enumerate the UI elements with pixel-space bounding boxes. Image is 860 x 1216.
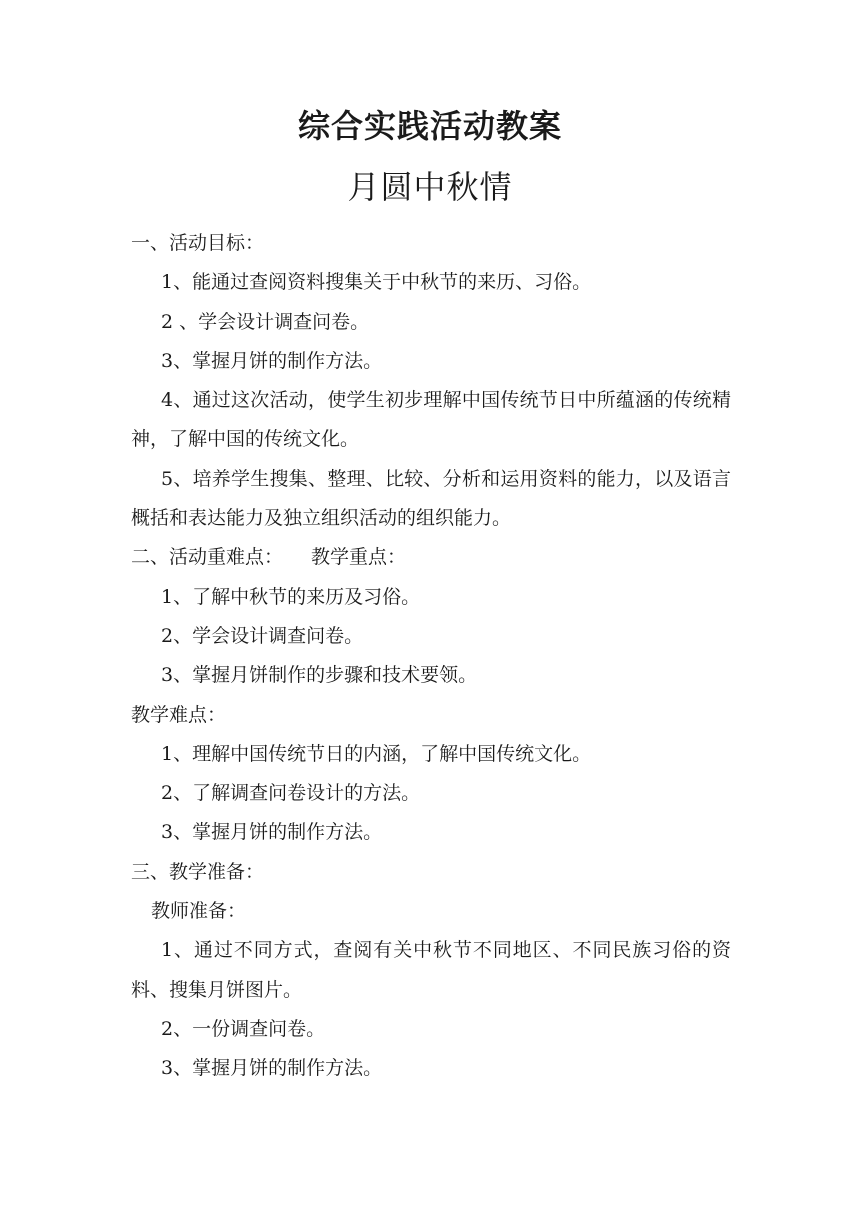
subsection-label: 教学难点： bbox=[131, 703, 227, 726]
list-item: 3、掌握月饼的制作方法。 bbox=[161, 821, 383, 844]
list-item: 2 、学会设计调查问卷。 bbox=[161, 310, 370, 333]
list-item: 3、掌握月饼制作的步骤和技术要领。 bbox=[161, 664, 478, 687]
list-item: 5、培养学生搜集、整理、比较、分析和运用资料的能力，以及语言概括和表达能力及独立组织活动的组织能力。 bbox=[131, 467, 731, 530]
list-item: 1、通过不同方式，查阅有关中秋节不同地区、不同民族习俗的资料、搜集月饼图片。 bbox=[131, 939, 731, 1001]
section-heading: 二、活动重难点： bbox=[131, 546, 284, 569]
list-item: 2、学会设计调查问卷。 bbox=[161, 624, 364, 647]
list-item: 3、掌握月饼的制作方法。 bbox=[161, 349, 383, 372]
document-subtitle: 月圆中秋情 bbox=[347, 168, 513, 206]
section-heading: 一、活动目标： bbox=[131, 232, 265, 254]
list-item: 3、掌握月饼的制作方法。 bbox=[161, 1057, 383, 1080]
list-item: 1、能通过查阅资料搜集关于中秋节的来历、习俗。 bbox=[161, 271, 592, 294]
section-heading-line bbox=[131, 538, 731, 577]
list-item: 2、一份调查问卷。 bbox=[161, 1017, 326, 1040]
document-title: 综合实践活动教案 bbox=[297, 107, 562, 145]
list-item: 1、了解中秋节的来历及习俗。 bbox=[161, 585, 421, 608]
document-body bbox=[131, 224, 731, 1089]
list-item: 2、了解调查问卷设计的方法。 bbox=[161, 782, 421, 805]
subsection-label: 教学重点： bbox=[311, 546, 407, 569]
section-heading: 三、教学准备： bbox=[131, 860, 265, 883]
list-item: 1、理解中国传统节日的内涵，了解中国传统文化。 bbox=[161, 742, 592, 765]
list-item: 4、通过这次活动，使学生初步理解中国传统节日中所蕴涵的传统精神，了解中国的传统文化。 bbox=[131, 389, 731, 451]
subsection-label: 教师准备： bbox=[151, 900, 247, 923]
